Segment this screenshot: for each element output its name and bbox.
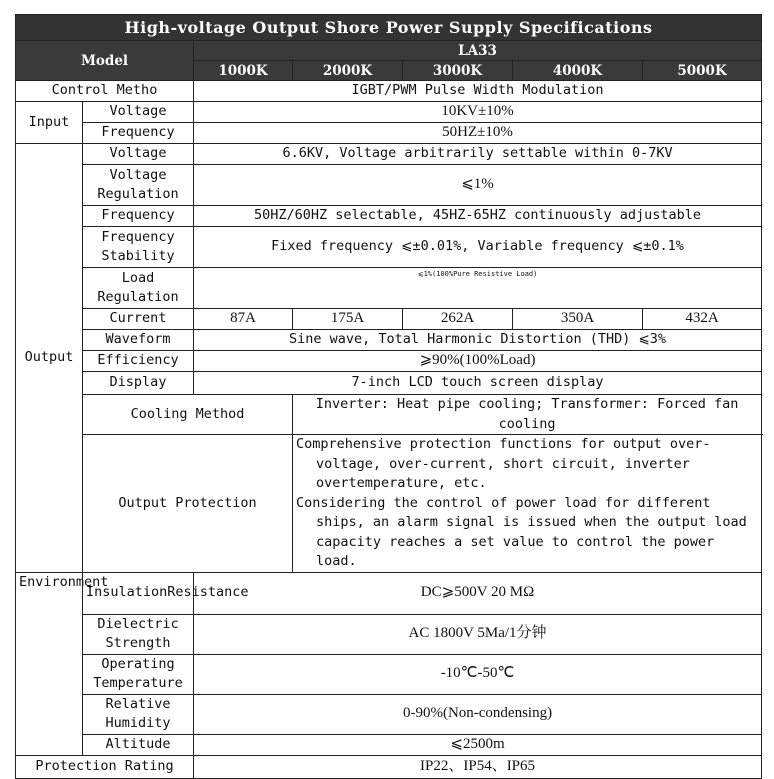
dielectric-strength-value: AC 1800V 5Ma/1分钟 — [194, 614, 762, 654]
current-1000k: 87A — [194, 309, 293, 330]
series-name: LA33 — [194, 41, 762, 61]
waveform-label: Waveform — [83, 330, 194, 351]
control-method-value: IGBT/PWM Pulse Width Modulation — [194, 81, 762, 102]
protection-paragraph-1: Comprehensive protection functions for output over-voltage, over-current, short circuit, inverter overtemperature, etc. — [296, 436, 711, 491]
output-frequency-value: 50HZ/60HZ selectable, 45HZ-65HZ continuously adjustable — [194, 206, 762, 227]
model-5000k: 5000K — [643, 61, 762, 81]
altitude-value: ⩽2500m — [194, 734, 762, 755]
output-label: Output — [16, 144, 83, 573]
protection-rating-value: IP22、IP54、IP65 — [194, 755, 762, 778]
insulation-resistance-value: DC⩾500V 20 MΩ — [194, 572, 762, 614]
current-5000k: 432A — [643, 309, 762, 330]
input-voltage-value: 10KV±10% — [194, 102, 762, 123]
dielectric-strength-label: Dielectric Strength — [83, 614, 194, 654]
operating-temperature-value: -10℃-50℃ — [194, 654, 762, 694]
input-frequency-value: 50HZ±10% — [194, 123, 762, 144]
altitude-label: Altitude — [83, 734, 194, 755]
input-label: Input — [16, 102, 83, 144]
load-regulation-label: Load Regulation — [83, 268, 194, 309]
model-4000k: 4000K — [513, 61, 643, 81]
cooling-method-label: Cooling Method — [83, 395, 293, 435]
insulation-resistance-label: InsulationResistance — [83, 572, 194, 614]
model-1000k: 1000K — [194, 61, 293, 81]
output-voltage-label: Voltage — [83, 144, 194, 165]
voltage-regulation-label: Voltage Regulation — [83, 165, 194, 206]
display-label: Display — [83, 372, 194, 395]
output-protection-label: Output Protection — [83, 435, 293, 573]
frequency-stability-value: Fixed frequency ⩽±0.01%, Variable frequency ⩽±0.1% — [194, 227, 762, 268]
relative-humidity-value: 0-90%(Non-condensing) — [194, 694, 762, 734]
model-3000k: 3000K — [403, 61, 513, 81]
efficiency-value: ⩾90%(100%Load) — [194, 351, 762, 372]
spec-table — [15, 14, 762, 779]
environment-label: Environment — [16, 572, 83, 755]
operating-temperature-label: Operating Temperature — [83, 654, 194, 694]
current-label: Current — [83, 309, 194, 330]
current-4000k: 350A — [513, 309, 643, 330]
relative-humidity-label: Relative Humidity — [83, 694, 194, 734]
current-3000k: 262A — [403, 309, 513, 330]
waveform-value: Sine wave, Total Harmonic Distortion (THD) ⩽3% — [194, 330, 762, 351]
input-voltage-label: Voltage — [83, 102, 194, 123]
efficiency-label: Efficiency — [83, 351, 194, 372]
input-frequency-label: Frequency — [83, 123, 194, 144]
table-title: High-voltage Output Shore Power Supply Specifications — [16, 15, 762, 41]
output-voltage-value: 6.6KV, Voltage arbitrarily settable within 0-7KV — [194, 144, 762, 165]
display-value: 7-inch LCD touch screen display — [194, 372, 762, 395]
load-regulation-value: ⩽1%(100%Pure Resistive Load) — [194, 268, 762, 309]
protection-rating-label: Protection Rating — [16, 755, 194, 778]
voltage-regulation-value: ⩽1% — [194, 165, 762, 206]
output-protection-value — [293, 435, 762, 573]
output-frequency-label: Frequency — [83, 206, 194, 227]
protection-paragraph-2: Considering the control of power load for different ships, an alarm signal is issued when the output load capacity reaches a set value to control the power load. — [296, 494, 747, 569]
model-2000k: 2000K — [293, 61, 403, 81]
frequency-stability-label: Frequency Stability — [83, 227, 194, 268]
current-2000k: 175A — [293, 309, 403, 330]
model-label: Model — [16, 41, 194, 81]
cooling-method-value: Inverter: Heat pipe cooling; Transformer: Forced fan cooling — [293, 395, 762, 435]
control-method-label: Control Metho — [16, 81, 194, 102]
